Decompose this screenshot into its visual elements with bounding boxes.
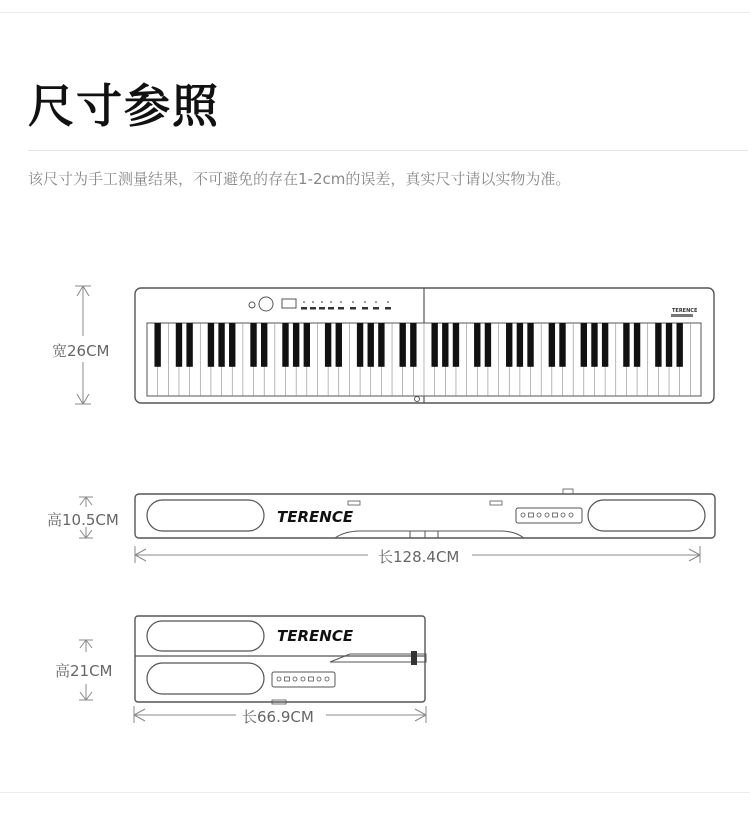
black-key <box>154 323 160 367</box>
black-key <box>655 323 661 367</box>
folded-length-label: 长66.9CM <box>242 708 314 726</box>
panel-led <box>375 301 377 303</box>
black-key <box>282 323 288 367</box>
black-key <box>676 323 682 367</box>
folded-view-piano <box>135 616 426 704</box>
black-key <box>218 323 224 367</box>
panel-button <box>319 307 325 310</box>
folded-brand-logo: TERENCE <box>277 627 354 645</box>
front-height-label: 高10.5CM <box>47 511 119 529</box>
bottom-divider <box>0 792 750 793</box>
black-key <box>549 323 555 367</box>
panel-led <box>303 301 305 303</box>
black-key <box>186 323 192 367</box>
top-view-piano <box>135 288 714 403</box>
keybed <box>147 323 701 396</box>
black-key <box>634 323 640 367</box>
brand-logo: TERENCE <box>277 508 354 526</box>
black-key <box>325 323 331 367</box>
panel-button <box>310 307 316 310</box>
black-key <box>474 323 480 367</box>
black-key <box>336 323 342 367</box>
panel-led <box>330 301 332 303</box>
black-key <box>410 323 416 367</box>
black-key <box>176 323 182 367</box>
page-title: 尺寸参照 <box>28 79 220 133</box>
black-key <box>581 323 587 367</box>
black-key <box>378 323 384 367</box>
black-key <box>304 323 310 367</box>
small-badge <box>671 314 693 317</box>
panel-led <box>364 301 366 303</box>
panel-led <box>321 301 323 303</box>
panel-led <box>340 301 342 303</box>
black-key <box>431 323 437 367</box>
panel-led <box>352 301 354 303</box>
black-key <box>208 323 214 367</box>
panel-button <box>385 307 391 310</box>
small-brand-logo: TERENCE <box>672 308 698 314</box>
black-key <box>399 323 405 367</box>
black-key <box>229 323 235 367</box>
top-tab <box>563 489 573 494</box>
black-key <box>506 323 512 367</box>
black-key <box>453 323 459 367</box>
black-key <box>485 323 491 367</box>
measurement-note: 该尺寸为手工测量结果，不可避免的存在1-2cm的误差，真实尺寸请以实物为准。 <box>28 170 571 188</box>
black-key <box>357 323 363 367</box>
latch <box>411 651 417 665</box>
panel-led <box>387 301 389 303</box>
black-key <box>666 323 672 367</box>
black-key <box>368 323 374 367</box>
panel-button <box>301 307 307 310</box>
folded-height-label: 高21CM <box>55 662 113 680</box>
black-key <box>517 323 523 367</box>
panel-button <box>373 307 379 310</box>
panel-button <box>350 307 356 310</box>
panel-led <box>312 301 314 303</box>
black-key <box>442 323 448 367</box>
black-key <box>559 323 565 367</box>
panel-button <box>328 307 334 310</box>
black-key <box>527 323 533 367</box>
panel-button <box>362 307 368 310</box>
front-view-piano <box>135 489 715 538</box>
width-label: 宽26CM <box>52 342 110 360</box>
panel-button <box>338 307 344 310</box>
black-key <box>250 323 256 367</box>
black-key <box>591 323 597 367</box>
black-key <box>261 323 267 367</box>
black-key <box>623 323 629 367</box>
front-length-label: 长128.4CM <box>378 548 460 566</box>
black-key <box>602 323 608 367</box>
black-key <box>293 323 299 367</box>
